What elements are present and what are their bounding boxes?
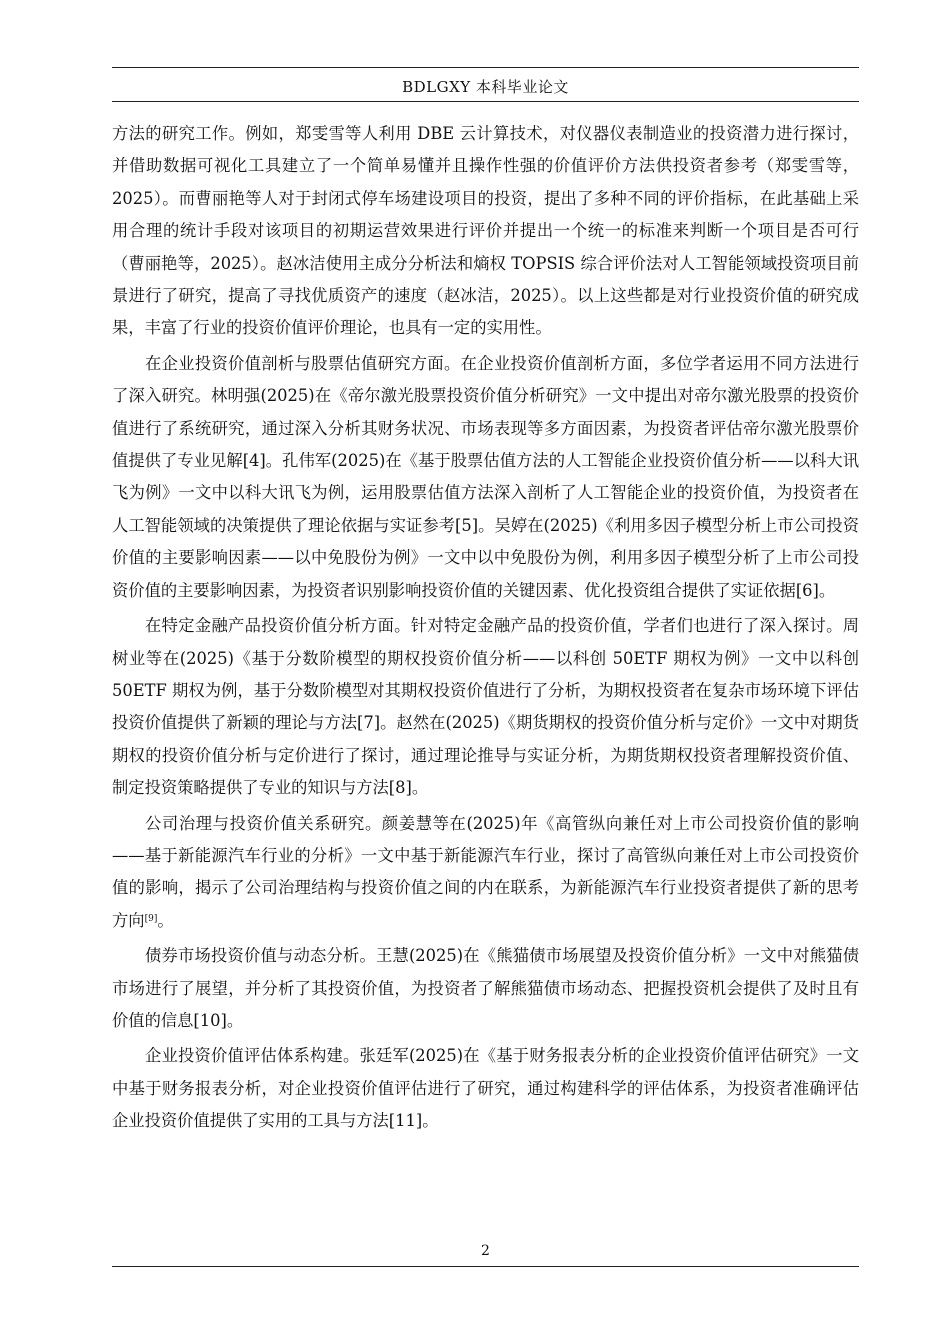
paragraph-bond-market: 债券市场投资价值与动态分析。王慧(2025)在《熊猫债市场展望及投资价值分析》一文中对熊猫债市场进行了展望，并分析了其投资价值，为投资者了解熊猫债市场动态、把握投资机会提供了及时且有价值的信息[10]。 [112,946,859,1030]
paragraph-governance-text: 公司治理与投资价值关系研究。颜姜慧等在(2025)年《高管纵向兼任对上市公司投资价值的影响——基于新能源汽车行业的分析》一文中基于新能源汽车行业，探讨了高管纵向兼任对上市公司投资价值的影响，揭示了公司治理结构与投资价值之间的内在联系，为新能源汽车行业投资者提供了新的思考方向 [112,813,859,930]
header-top-rule [112,67,859,68]
paragraph-financial-products: 在特定金融产品投资价值分析方面。针对特定金融产品的投资价值，学者们也进行了深入探讨。周树业等在(2025)《基于分数阶模型的期权投资价值分析——以科创 50ETF 期权为例》一文中以科创 50ETF 期权为例，基于分数阶模型对其期权投资价值进行了分析，为期权投资者在复杂市场环境下评估投资价值提供了新颖的理论与方法[7]。赵然在(2025)《期货期权的投资价值分析与定价》一文中对期货期权的投资价值分析与定价进行了探讨，通过理论推导与实证分析，为期货期权投资者理解投资价值、制定投资策略提供了专业的知识与方法[8]。 [112,616,859,798]
footer-rule [112,1266,859,1267]
page-number: 2 [481,1243,490,1259]
paragraph-continuation: 方法的研究工作。例如，郑雯雪等人利用 DBE 云计算技术，对仪器仪表制造业的投资潜力进行探讨，并借助数据可视化工具建立了一个简单易懂并且操作性强的价值评价方法供投资者参考（郑雯雪等，2025）。而曹丽艳等人对于封闭式停车场建设项目的投资，提出了多种不同的评价指标，在此基础上采用合理的统计手段对该项目的初期运营效果进行评价并提出一个统一的标准来判断一个项目是否可行（曹丽艳等，2025）。赵冰洁使用主成分分析法和熵权 TOPSIS 综合评价法对人工智能领域投资项目前景进行了研究，提高了寻找优质资产的速度（赵冰洁，2025）。以上这些都是对行业投资价值的研究成果，丰富了行业的投资价值评价理论，也具有一定的实用性。 [112,124,859,338]
paragraph-governance-tail: 。 [157,910,174,930]
header-bottom-rule [112,101,859,102]
running-header: BDLGXY 本科毕业论文 [402,78,569,96]
paragraph-corporate-governance [112,808,859,938]
page-body [112,118,859,1138]
citation-superscript: [9] [144,913,158,924]
paragraph-enterprise-valuation: 在企业投资价值剖析与股票估值研究方面。在企业投资价值剖析方面，多位学者运用不同方法进行了深入研究。林明强(2025)在《帝尔激光股票投资价值分析研究》一文中提出对帝尔激光股票的投资价值进行了系统研究，通过深入分析其财务状况、市场表现等多方面因素，为投资者评估帝尔激光股票价值提供了专业见解[4]。孔伟军(2025)在《基于股票估值方法的人工智能企业投资价值分析——以科大讯飞为例》一文中以科大讯飞为例，运用股票估值方法深入剖析了人工智能企业的投资价值，为投资者在人工智能领域的决策提供了理论依据与实证参考[5]。吴婷在(2025)《利用多因子模型分析上市公司投资价值的主要影响因素——以中免股份为例》一文中以中免股份为例，利用多因子模型分析了上市公司投资价值的主要影响因素，为投资者识别影响投资价值的关键因素、优化投资组合提供了实证依据[6]。 [112,353,859,600]
paragraph-evaluation-system: 企业投资价值评估体系构建。张廷军(2025)在《基于财务报表分析的企业投资价值评估研究》一文中基于财务报表分析，对企业投资价值评估进行了研究，通过构建科学的评估体系，为投资者准确评估企业投资价值提供了实用的工具与方法[11]。 [112,1046,859,1131]
